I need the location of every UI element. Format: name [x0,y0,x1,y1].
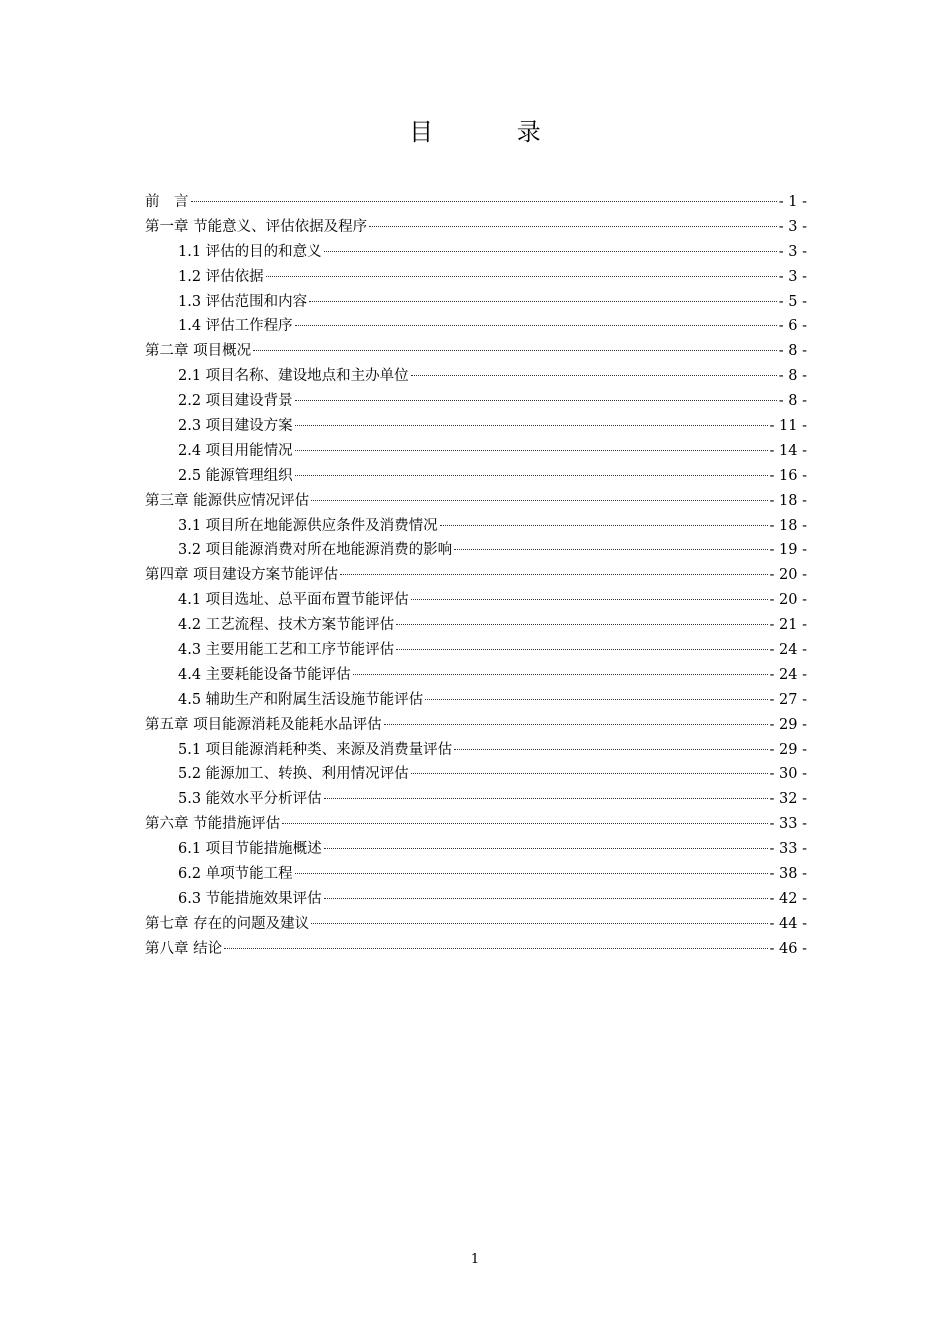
toc-entry-page: - 8 - [778,393,807,410]
toc-dot-leader [411,375,777,376]
toc-entry-label: 5.1 项目能源消耗种类、来源及消费量评估 [178,741,453,758]
toc-dot-leader [295,873,768,874]
toc-entry-page: - 6 - [778,318,807,335]
toc-entry-page: - 18 - [769,492,807,509]
toc-chapter-entry[interactable] [145,937,807,962]
toc-chapter-entry[interactable] [145,190,807,215]
toc-entry-label: 第五章 项目能源消耗及能耗水品评估 [145,716,382,733]
toc-dot-leader [282,823,767,824]
toc-entry-label: 2.2 项目建设背景 [178,393,293,410]
toc-dot-leader [295,475,768,476]
toc-entry-label: 6.1 项目节能措施概述 [178,841,322,858]
toc-dot-leader [324,251,777,252]
toc-entry-label: 第一章 节能意义、评估依据及程序 [145,218,368,235]
toc-entry-label: 4.4 主要耗能设备节能评估 [178,666,351,683]
toc-entry-label: 6.2 单项节能工程 [178,866,293,883]
toc-entry-page: - 16 - [769,467,807,484]
toc-section-entry[interactable] [145,887,807,912]
toc-entry-page: - 11 - [769,418,807,435]
toc-entry-page: - 46 - [769,940,807,957]
toc-section-entry[interactable] [145,439,807,464]
toc-dot-leader [324,898,768,899]
toc-entry-label: 2.3 项目建设方案 [178,418,293,435]
toc-section-entry[interactable] [145,638,807,663]
toc-chapter-entry[interactable] [145,912,807,937]
toc-chapter-entry[interactable] [145,489,807,514]
toc-entry-label: 2.4 项目用能情况 [178,442,293,459]
toc-entry-page: - 21 - [769,617,807,634]
toc-entry-label: 5.2 能源加工、转换、利用情况评估 [178,766,409,783]
toc-entry-label: 第四章 项目建设方案节能评估 [145,567,339,584]
toc-dot-leader [253,350,777,351]
toc-chapter-entry[interactable] [145,713,807,738]
toc-section-entry[interactable] [145,663,807,688]
toc-dot-leader [454,749,767,750]
toc-entry-label: 3.1 项目所在地能源供应条件及消费情况 [178,517,438,534]
toc-section-entry[interactable] [145,762,807,787]
toc-section-entry[interactable] [145,414,807,439]
toc-section-entry[interactable] [145,613,807,638]
toc-section-entry[interactable] [145,862,807,887]
toc-chapter-entry[interactable] [145,812,807,837]
toc-section-entry[interactable] [145,240,807,265]
toc-entry-page: - 38 - [769,866,807,883]
toc-entry-label: 前 言 [145,194,189,210]
toc-entry-page: - 24 - [769,666,807,683]
toc-section-entry[interactable] [145,514,807,539]
toc-dot-leader [311,923,767,924]
toc-dot-leader [411,773,768,774]
toc-entry-page: - 29 - [769,716,807,733]
toc-entry-page: - 5 - [778,293,807,310]
toc-entry-page: - 3 - [778,243,807,260]
toc-section-entry[interactable] [145,588,807,613]
toc-entry-label: 4.1 项目选址、总平面布置节能评估 [178,592,409,609]
toc-chapter-entry[interactable] [145,215,807,240]
toc-dot-leader [266,276,777,277]
toc-section-entry[interactable] [145,464,807,489]
toc-section-entry[interactable] [145,364,807,389]
toc-entry-page: - 3 - [778,218,807,235]
toc-entry-page: - 27 - [769,691,807,708]
toc-section-entry[interactable] [145,389,807,414]
toc-section-entry[interactable] [145,538,807,563]
toc-entry-label: 2.1 项目名称、建设地点和主办单位 [178,368,409,385]
toc-dot-leader [311,500,767,501]
toc-entry-page: - 1 - [778,194,807,210]
toc-entry-page: - 24 - [769,642,807,659]
toc-dot-leader [384,724,768,725]
toc-dot-leader [324,798,768,799]
toc-entry-page: - 20 - [769,592,807,609]
toc-dot-leader [324,848,768,849]
toc-entry-label: 4.3 主要用能工艺和工序节能评估 [178,642,395,659]
toc-section-entry[interactable] [145,787,807,812]
toc-section-entry[interactable] [145,265,807,290]
toc-section-entry[interactable] [145,738,807,763]
toc-dot-leader [396,624,767,625]
toc-entry-label: 1.2 评估依据 [178,268,264,285]
toc-dot-leader [295,400,777,401]
toc-entry-page: - 19 - [769,542,807,559]
toc-section-entry[interactable] [145,688,807,713]
toc-entry-page: - 32 - [769,791,807,808]
toc-entry-label: 3.2 项目能源消费对所在地能源消费的影响 [178,542,453,559]
toc-dot-leader [295,450,768,451]
toc-dot-leader [396,649,767,650]
toc-entry-label: 5.3 能效水平分析评估 [178,791,322,808]
toc-entry-label: 1.4 评估工作程序 [178,318,293,335]
toc-entry-label: 第六章 节能措施评估 [145,816,281,833]
toc-title: 目 录 [409,118,579,146]
toc-entry-page: - 29 - [769,741,807,758]
toc-dot-leader [411,599,768,600]
toc-dot-leader [295,425,768,426]
toc-dot-leader [425,699,767,700]
toc-entry-label: 1.3 评估范围和内容 [178,293,308,310]
toc-chapter-entry[interactable] [145,339,807,364]
toc-entry-page: - 14 - [769,442,807,459]
toc-chapter-entry[interactable] [145,563,807,588]
toc-dot-leader [224,948,767,949]
toc-entry-page: - 18 - [769,517,807,534]
toc-entry-label: 2.5 能源管理组织 [178,467,293,484]
toc-entry-page: - 20 - [769,567,807,584]
toc-dot-leader [369,226,777,227]
toc-entry-page: - 8 - [778,343,807,360]
toc-entry-label: 第三章 能源供应情况评估 [145,492,310,509]
toc-dot-leader [309,301,777,302]
toc-entry-label: 第八章 结论 [145,940,223,957]
toc-entry-page: - 30 - [769,766,807,783]
table-of-contents [145,190,807,962]
toc-entry-page: - 3 - [778,268,807,285]
page-number: 1 [470,1252,480,1267]
toc-entry-label: 4.2 工艺流程、技术方案节能评估 [178,617,395,634]
toc-entry-page: - 33 - [769,816,807,833]
toc-entry-label: 4.5 辅助生产和附属生活设施节能评估 [178,691,424,708]
toc-entry-label: 6.3 节能措施效果评估 [178,890,322,907]
toc-entry-page: - 42 - [769,890,807,907]
toc-dot-leader [440,525,768,526]
toc-entry-label: 第七章 存在的问题及建议 [145,915,310,932]
toc-entry-page: - 33 - [769,841,807,858]
toc-section-entry[interactable] [145,837,807,862]
toc-dot-leader [454,549,767,550]
toc-dot-leader [353,674,768,675]
toc-dot-leader [295,325,777,326]
toc-dot-leader [340,574,767,575]
toc-entry-page: - 8 - [778,368,807,385]
toc-dot-leader [191,201,777,202]
toc-entry-page: - 44 - [769,915,807,932]
toc-entry-label: 第二章 项目概况 [145,343,252,360]
toc-entry-label: 1.1 评估的目的和意义 [178,243,322,260]
toc-section-entry[interactable] [145,314,807,339]
toc-section-entry[interactable] [145,290,807,315]
